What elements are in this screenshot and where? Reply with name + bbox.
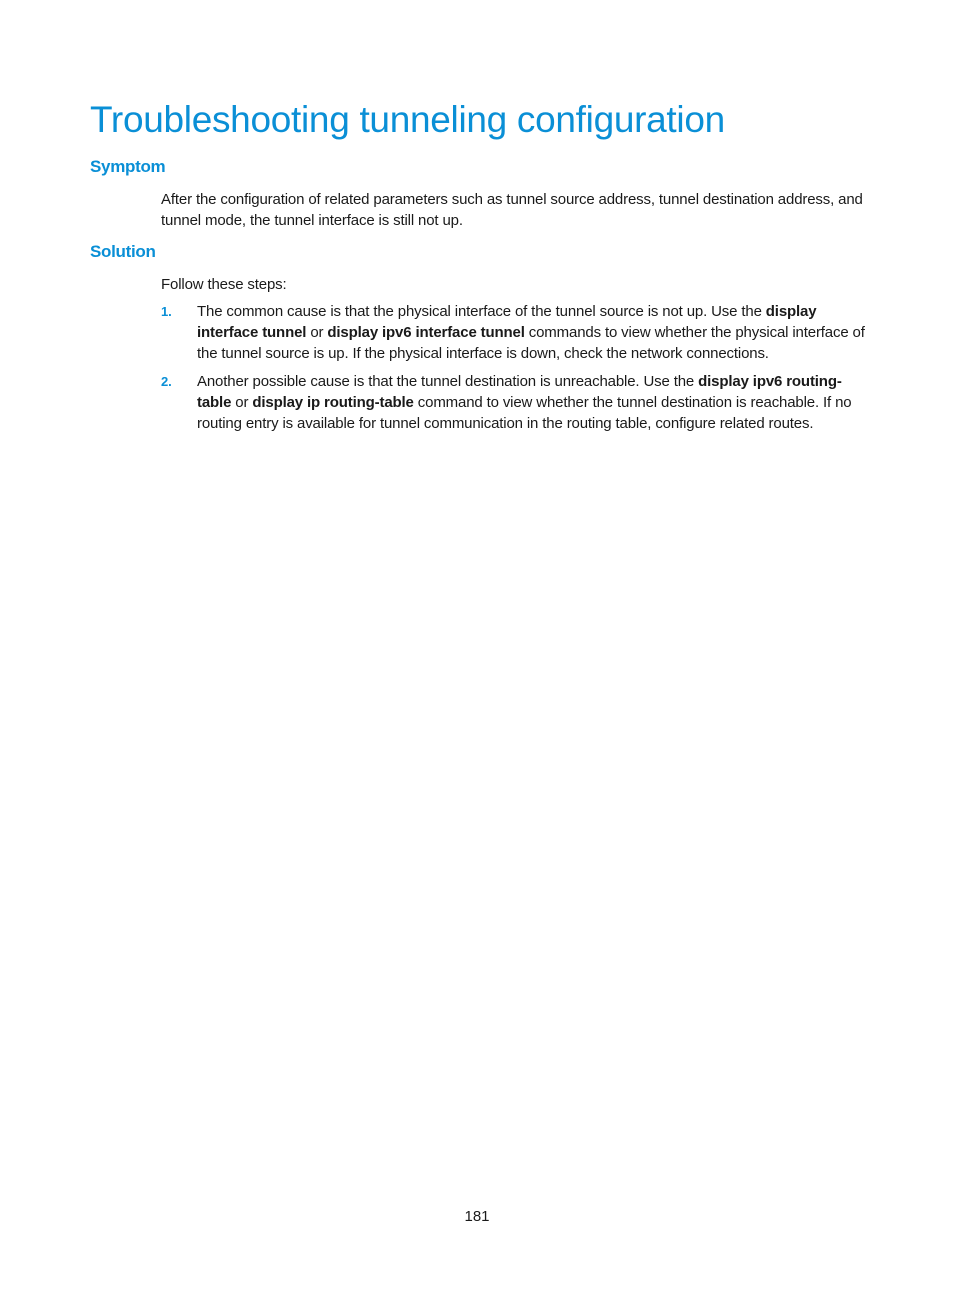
solution-intro: Follow these steps: <box>161 276 287 293</box>
step-text-part: commands to view whether the physical interface of the tunnel source is up. If the physical interface is down, check the network connections. <box>197 324 865 362</box>
step-text-part: Another possible cause is that the tunnel destination is unreachable. Use the <box>197 373 699 390</box>
symptom-paragraph: After the configuration of related parameters such as tunnel source address, tunnel destination address, and tunnel mode, the tunnel interface is still not up. <box>161 191 863 229</box>
command-display-ipv6-interface-tunnel: display ipv6 interface tunnel <box>327 324 525 341</box>
command-display-ip-routing-table: display ip routing-table <box>252 394 414 411</box>
step-number: 1. <box>161 304 172 319</box>
step-text-part: command to view whether the tunnel destination is reachable. If no routing entry is available for tunnel communication in the routing table, configure related routes. <box>197 394 852 432</box>
step-text <box>197 371 871 434</box>
step-text-part: The common cause is that the physical interface of the tunnel source is not up. Use the <box>197 303 766 320</box>
solution-heading: Solution <box>90 242 156 261</box>
step-text-part: or <box>231 394 253 411</box>
page-number: 181 <box>464 1208 490 1225</box>
command-display-ipv6-routing-table: display ipv6 routing-table <box>197 373 842 411</box>
page-title: Troubleshooting tunneling configuration <box>90 99 725 140</box>
symptom-heading: Symptom <box>90 157 166 176</box>
step-number: 2. <box>161 374 172 389</box>
command-display-interface-tunnel: display interface tunnel <box>197 303 817 341</box>
step-text <box>197 301 871 364</box>
step-text-part: or <box>306 324 328 341</box>
